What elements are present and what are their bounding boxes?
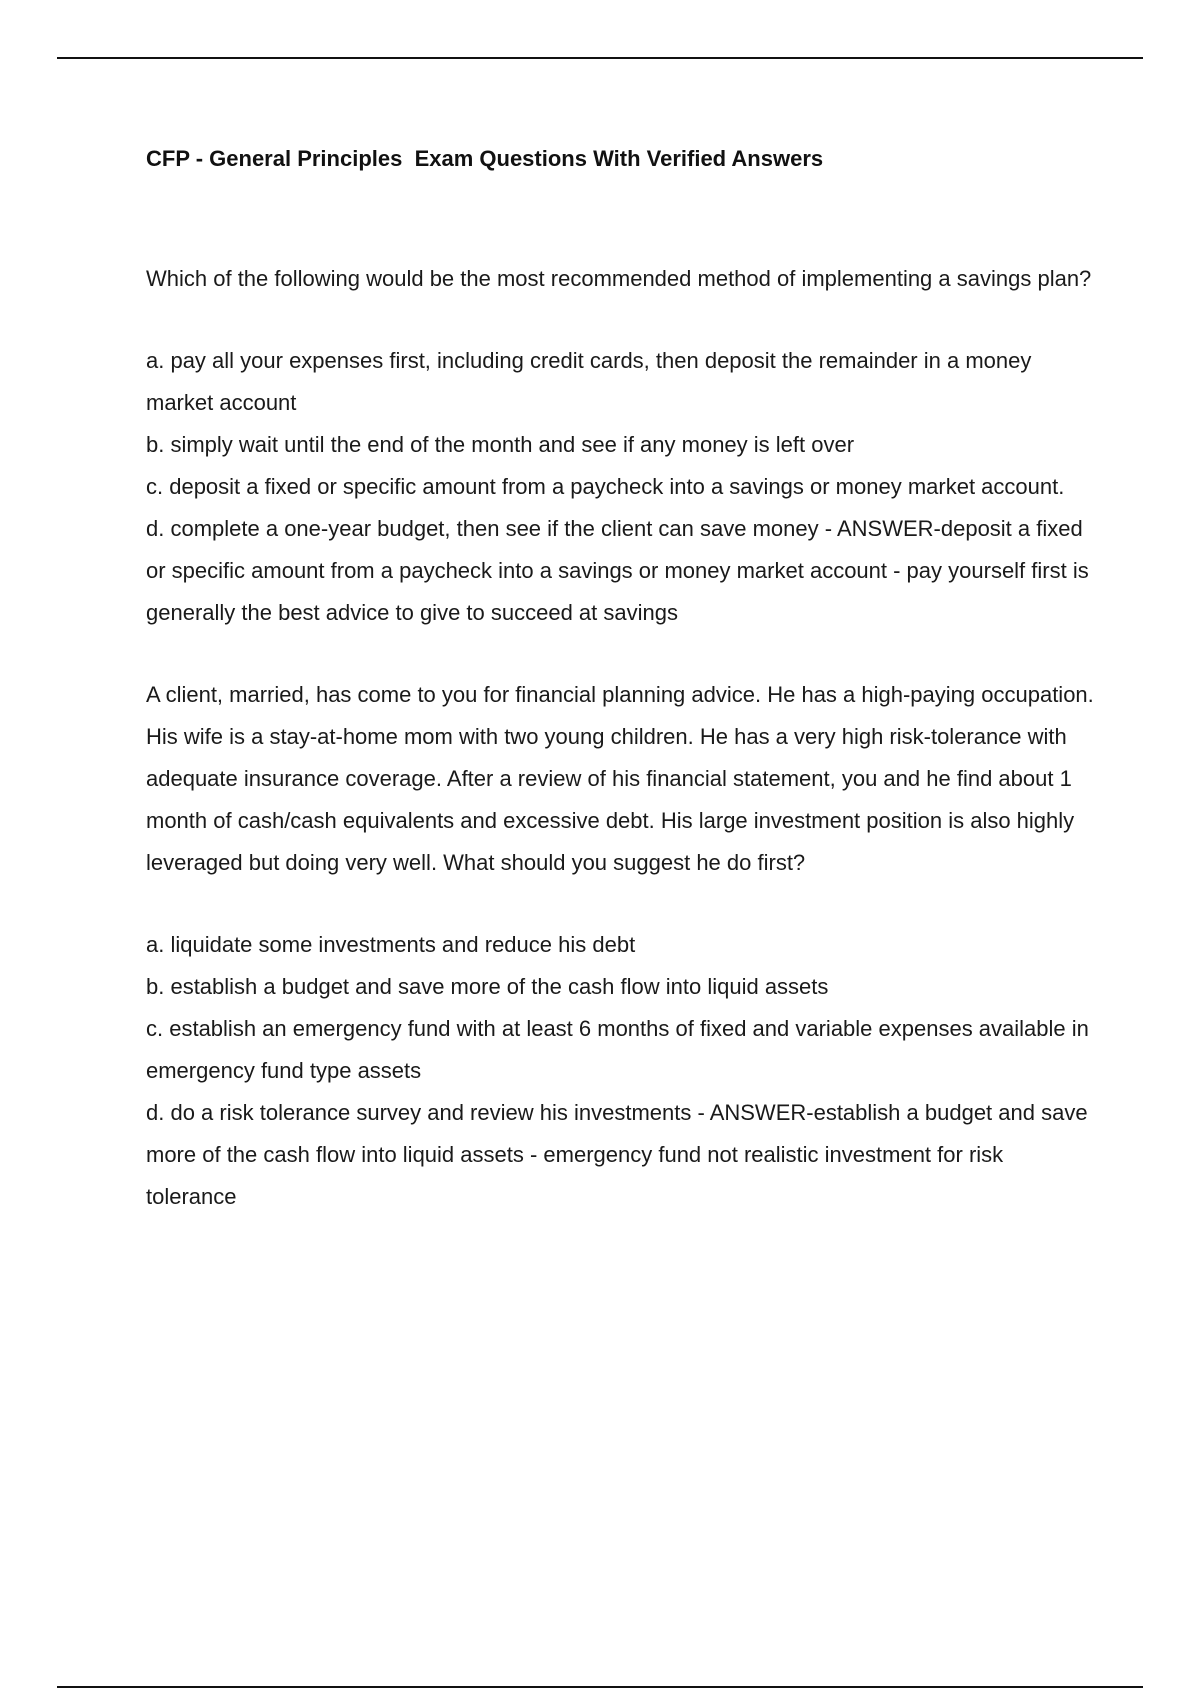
document-body [146, 140, 1096, 1218]
footer-rule [57, 1686, 1143, 1688]
question-1-option-b: b. simply wait until the end of the month and see if any money is left over [146, 432, 855, 457]
question-1-options [146, 340, 1096, 634]
header-rule [57, 57, 1143, 59]
question-1-option-d: d. complete a one-year budget, then see if the client can save money - ANSWER-deposit a fixed or specific amount from a paycheck into a savings or money market account - pay yourself first is generally the best advice to give to succeed at savings [146, 516, 1089, 625]
question-2-options [146, 924, 1096, 1218]
question-1-option-c: c. deposit a fixed or specific amount from a paycheck into a savings or money market account. [146, 474, 1065, 499]
question-2-option-c: c. establish an emergency fund with at least 6 months of fixed and variable expenses available in emergency fund type assets [146, 1016, 1089, 1083]
question-2-option-b: b. establish a budget and save more of the cash flow into liquid assets [146, 974, 829, 999]
question-2-option-a: a. liquidate some investments and reduce his debt [146, 932, 636, 957]
question-1-text: Which of the following would be the most recommended method of implementing a savings plan? [146, 266, 1092, 291]
question-2-text: A client, married, has come to you for financial planning advice. He has a high-paying occupation. His wife is a stay-at-home mom with two young children. He has a very high risk-tolerance with adequate insurance coverage. After a review of his financial statement, you and he find about 1 month of cash/cash equivalents and excessive debt. His large investment position is also highly leveraged but doing very well. What should you suggest he do first? [146, 682, 1094, 875]
question-1-option-a: a. pay all your expenses first, including credit cards, then deposit the remainder in a money market account [146, 348, 1032, 415]
document-title: CFP - General Principles Exam Questions With Verified Answers [146, 146, 824, 171]
question-2-option-d: d. do a risk tolerance survey and review his investments - ANSWER-establish a budget and save more of the cash flow into liquid assets - emergency fund not realistic investment for risk tolerance [146, 1100, 1088, 1209]
